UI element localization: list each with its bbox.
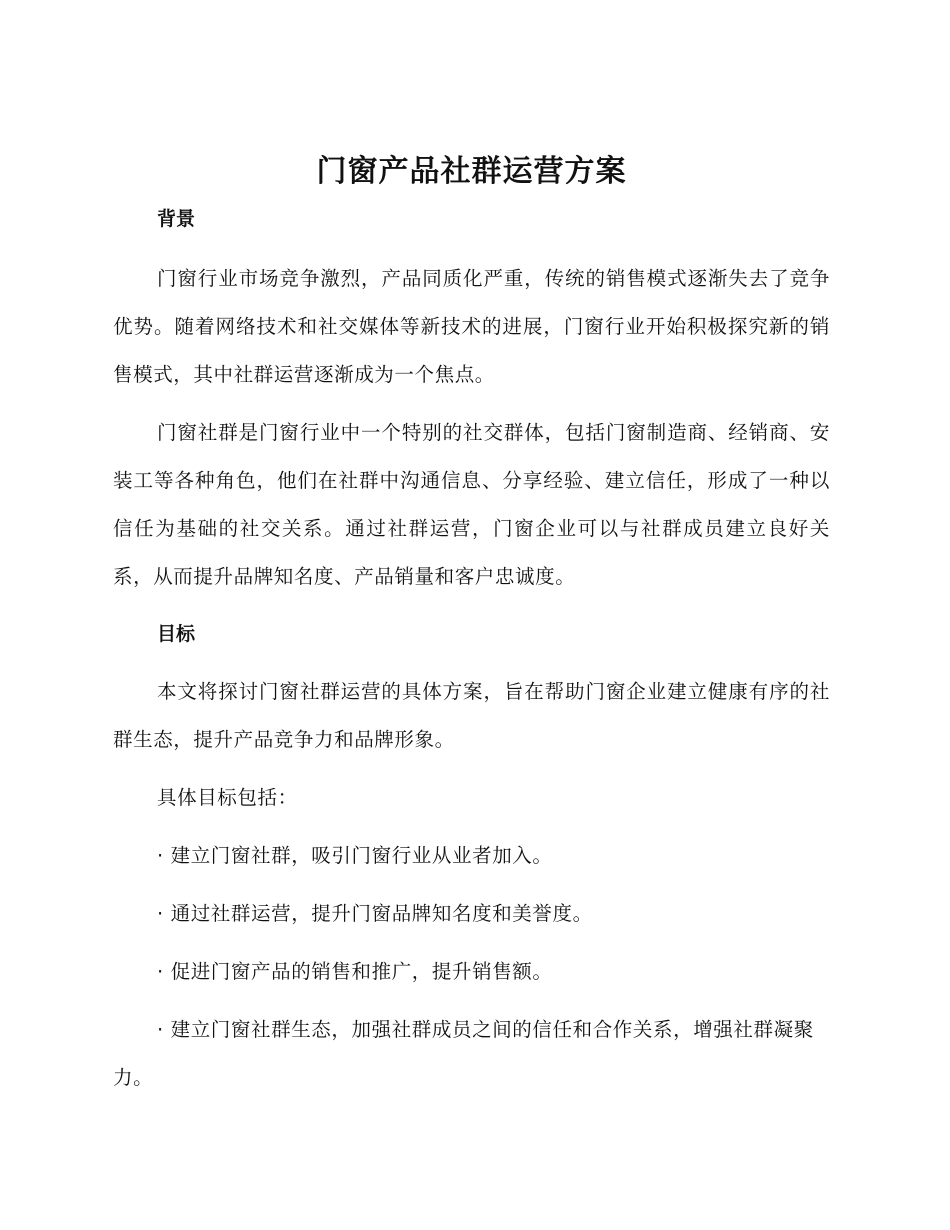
- goal-bullet-4: · 建立门窗社群生态，加强社群成员之间的信任和合作关系，增强社群凝聚力。: [113, 1018, 814, 1089]
- section-heading-goals: 目标: [157, 623, 196, 645]
- goal-bullet-1: · 建立门窗社群，吸引门窗行业从业者加入。: [157, 844, 553, 867]
- background-paragraph-2: 门窗社群是门窗行业中一个特别的社交群体，包括门窗制造商、经销商、安装工等各种角色，他们在社群中沟通信息、分享经验、建立信任，形成了一种以信任为基础的社交关系。通过社群运营，门窗企业可以与社群成员建立良好关系，从而提升品牌知名度、产品销量和客户忠诚度。: [113, 421, 830, 588]
- section-heading-background: 背景: [157, 208, 196, 230]
- document-title: 门窗产品社群运营方案: [316, 154, 627, 189]
- goal-bullet-3: · 促进门窗产品的销售和推广，提升销售额。: [157, 960, 553, 983]
- document-page: [113, 140, 830, 1102]
- background-paragraph-1: 门窗行业市场竞争激烈，产品同质化严重，传统的销售模式逐渐失去了竞争优势。随着网络技术和社交媒体等新技术的进展，门窗行业开始积极探究新的销售模式，其中社群运营逐渐成为一个焦点。: [113, 267, 830, 386]
- goals-paragraph-2: 具体目标包括：: [157, 786, 298, 809]
- goal-bullet-2: · 通过社群运营，提升门窗品牌知名度和美誉度。: [157, 902, 593, 925]
- goals-paragraph-1: 本文将探讨门窗社群运营的具体方案，旨在帮助门窗企业建立健康有序的社群生态，提升产品竞争力和品牌形象。: [113, 680, 830, 751]
